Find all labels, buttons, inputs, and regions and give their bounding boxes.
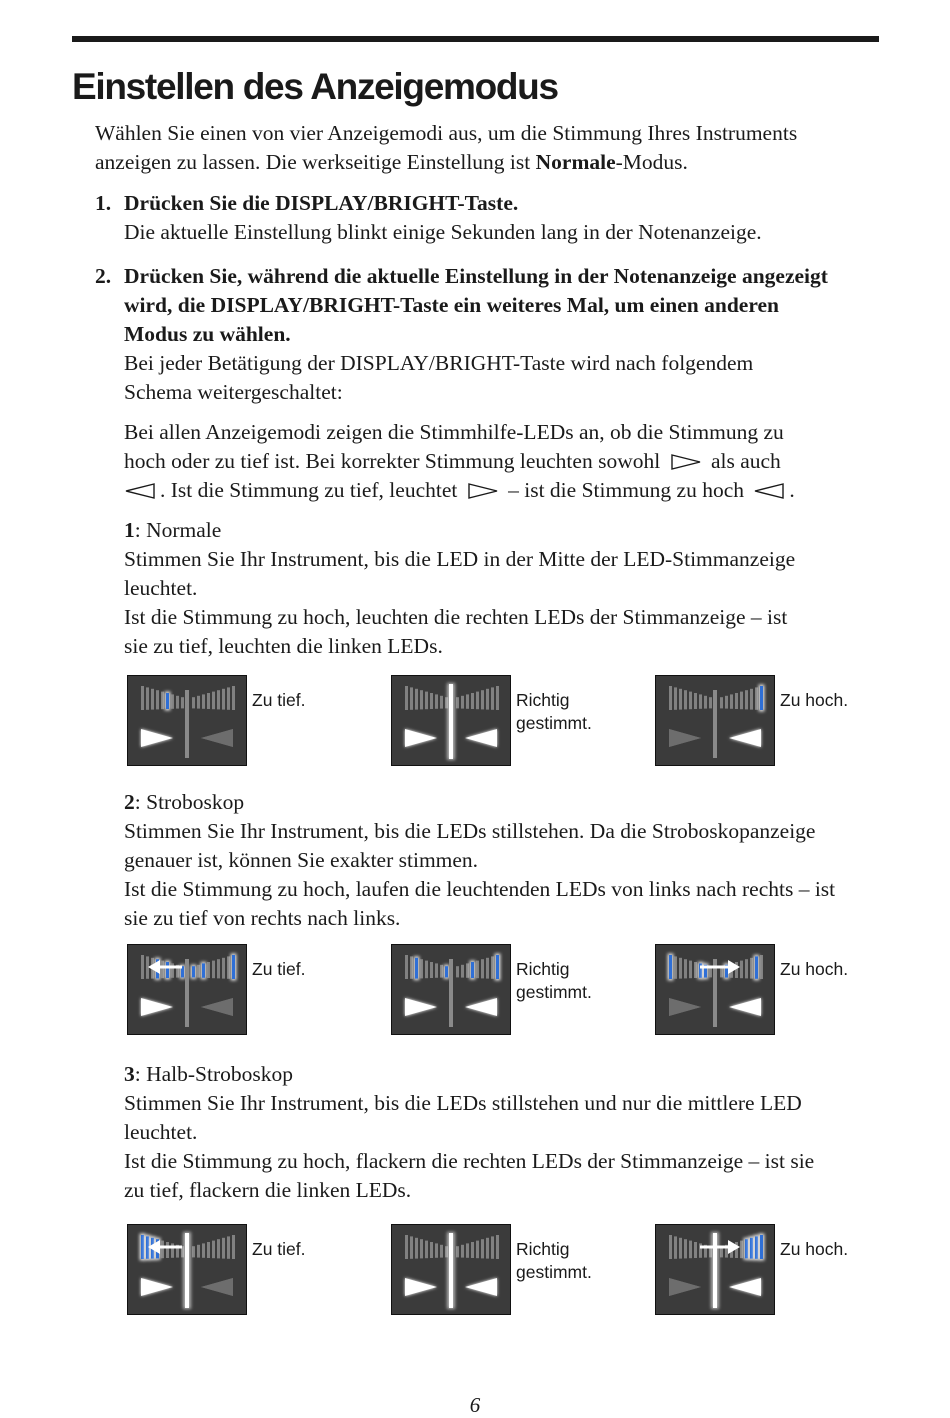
led-left: [684, 1239, 687, 1258]
led-left: [405, 1235, 408, 1259]
center-led: [185, 959, 189, 1027]
tuner-display-strobe-flat: [127, 944, 247, 1035]
led-right: [197, 696, 200, 709]
led-lit-right: [192, 966, 195, 977]
led-left: [410, 1236, 413, 1258]
led-right: [207, 693, 210, 709]
mode-3-line2: leuchtet.: [124, 1120, 198, 1144]
led-right: [212, 692, 215, 710]
tuner-led-graphic: [656, 1225, 774, 1314]
led-left: [679, 1238, 682, 1259]
mode-2-description: 2: Stroboskop Stimmen Sie Ihr Instrument, bis die LEDs stillstehen. Da die Stroboskopanzeige genauer ist, können Sie exakter stimmen. Ist die Stimmung zu hoch, laufen die leuchtenden LEDs von links nach rechts – ist sie zu tief von rechts nach links.: [124, 790, 836, 930]
led-lit-right: [496, 955, 499, 979]
tuner-display-halfstrobe-intune: [391, 1224, 511, 1315]
led-right: [456, 697, 459, 708]
note-line3b: – ist die Stimmung zu hoch: [508, 478, 745, 502]
led-left: [151, 689, 154, 710]
led-right: [486, 958, 489, 979]
led-lit-right: [760, 1235, 763, 1259]
tuner-display-strobe-sharp: [655, 944, 775, 1035]
tuner-display-halfstrobe-sharp: [655, 1224, 775, 1315]
led-left: [181, 697, 184, 708]
mode-1-line3: Ist die Stimmung zu hoch, leuchten die rechten LEDs der Stimmanzeige – ist: [124, 605, 788, 629]
sharp-triangle-indicator: [729, 1278, 761, 1296]
led-left: [156, 690, 159, 709]
led-left: [415, 689, 418, 710]
led-right: [232, 686, 235, 710]
led-right: [227, 956, 230, 978]
led-right: [476, 1241, 479, 1259]
note-line3c: .: [789, 478, 795, 502]
led-left: [415, 1238, 418, 1259]
led-left: [161, 692, 164, 710]
note-line2a: hoch oder zu tief ist. Bei korrekter Stimmung leuchten sowohl: [124, 449, 661, 473]
led-left: [684, 690, 687, 709]
mode-2-line2: genauer ist, können Sie exakter stimmen.: [124, 848, 479, 872]
led-lit-left: [415, 958, 418, 979]
center-led: [185, 690, 189, 758]
led-left: [166, 1242, 169, 1258]
led-right: [466, 694, 469, 708]
intro-default-mode: Normale: [535, 150, 616, 174]
led-right: [227, 1236, 230, 1258]
center-led: [713, 959, 717, 1027]
led-right: [740, 1241, 743, 1259]
center-led: [713, 690, 717, 758]
led-right: [202, 1243, 205, 1257]
led-right: [456, 1246, 459, 1257]
led-lit-right: [202, 963, 205, 977]
flat-triangle-indicator: [669, 998, 701, 1016]
led-left: [694, 1242, 697, 1258]
led-lit-right: [755, 1236, 758, 1258]
led-left: [405, 686, 408, 710]
led-right: [760, 955, 763, 979]
tuner-display-normal-flat: [127, 675, 247, 766]
mode-2-number: 2: [124, 790, 135, 814]
page-number: 6: [469, 1393, 481, 1417]
tuner-led-graphic: [392, 945, 510, 1034]
led-right: [192, 1246, 195, 1257]
flat-triangle-indicator: [405, 998, 437, 1016]
led-left: [425, 961, 428, 979]
led-right: [730, 694, 733, 708]
led-right: [745, 959, 748, 978]
led-left: [430, 693, 433, 709]
sharp-triangle-indicator: [465, 729, 497, 747]
sharp-triangle-indicator: [201, 998, 233, 1016]
led-right: [212, 1241, 215, 1259]
led-right: [750, 689, 753, 710]
intro-line2-post: -Modus.: [615, 150, 688, 174]
led-left: [440, 696, 443, 709]
step-2-instruction-line2: wird, die DISPLAY/BRIGHT-Taste ein weiteres Mal, um einen anderen: [124, 293, 779, 317]
led-lit-left: [669, 955, 672, 979]
step-2-text-line2: Schema weitergeschaltet:: [124, 380, 343, 404]
flat-triangle-indicator: [669, 729, 701, 747]
led-right: [207, 962, 210, 978]
sharp-triangle-indicator: [201, 729, 233, 747]
step-2-text-line1: Bei jeder Betätigung der DISPLAY/BRIGHT-Taste wird nach folgendem: [124, 351, 754, 375]
led-right: [496, 1235, 499, 1259]
right-triangle-icon: [670, 453, 702, 471]
led-left: [689, 961, 692, 979]
center-led: [449, 1233, 453, 1308]
led-lit-left: [166, 693, 169, 709]
led-left: [146, 687, 149, 709]
left-triangle-icon: [124, 482, 156, 500]
tuner-led-graphic: [128, 945, 246, 1034]
tuner-led-graphic: [392, 676, 510, 765]
led-right: [481, 690, 484, 709]
flat-triangle-indicator: [141, 1278, 173, 1296]
led-left: [694, 693, 697, 709]
led-left: [425, 1241, 428, 1259]
led-left: [161, 1241, 164, 1259]
led-left: [141, 955, 144, 979]
tuner-display-normal-sharp: [655, 675, 775, 766]
mode-3-description: 3: Halb-Stroboskop Stimmen Sie Ihr Instrument, bis die LEDs stillstehen und nur die mittlere LED leuchtet. Ist die Stimmung zu hoch, flackern die rechten LEDs der Stimmanzeige – ist sie zu tief, flackern die linken LEDs.: [124, 1062, 815, 1202]
led-lit-left: [166, 962, 169, 978]
arrow-right-icon: [728, 960, 740, 974]
led-left: [161, 961, 164, 979]
led-right: [466, 963, 469, 977]
note-line1: Bei allen Anzeigemodi zeigen die Stimmhilfe-LEDs an, ob die Stimmung zu: [124, 420, 784, 444]
led-left: [171, 694, 174, 708]
led-left: [430, 962, 433, 978]
led-left: [146, 956, 149, 978]
led-right: [456, 966, 459, 977]
led-right: [461, 1245, 464, 1258]
led-right: [207, 1242, 210, 1258]
led-right: [461, 965, 464, 978]
tuner-led-graphic: [128, 1225, 246, 1314]
led-right: [740, 692, 743, 710]
mode-3-line3: Ist die Stimmung zu hoch, flackern die rechten LEDs der Stimmanzeige – ist sie: [124, 1149, 815, 1173]
mode-1-description: 1: Normale Stimmen Sie Ihr Instrument, bis die LED in der Mitte der LED-Stimmanzeige leuchtet. Ist die Stimmung zu hoch, leuchten die rechten LEDs der Stimmanzeige – ist sie zu tief, leuchten die linken LEDs.: [124, 518, 796, 658]
mode-3-line1: Stimmen Sie Ihr Instrument, bis die LEDs stillstehen und nur die mittlere LED: [124, 1091, 802, 1115]
tuner-display-halfstrobe-flat: [127, 1224, 247, 1315]
caption-sharp: Zu hoch.: [780, 1239, 849, 1259]
led-right: [740, 961, 743, 979]
led-left: [674, 956, 677, 978]
led-left: [674, 1236, 677, 1258]
led-right: [471, 1242, 474, 1258]
left-triangle-icon: [753, 482, 785, 500]
led-right: [217, 1239, 220, 1258]
led-right: [227, 687, 230, 709]
step-1: [124, 189, 894, 247]
led-left: [669, 686, 672, 710]
led-lit-right: [232, 955, 235, 979]
led-left: [679, 689, 682, 710]
led-lit-right: [471, 962, 474, 978]
caption-flat: Zu tief.: [252, 959, 306, 979]
sharp-triangle-indicator: [729, 998, 761, 1016]
led-right: [720, 697, 723, 708]
step-1-instruction: Drücken Sie die DISPLAY/BRIGHT-Taste.: [124, 191, 519, 215]
led-left: [440, 1245, 443, 1258]
sharp-triangle-indicator: [465, 998, 497, 1016]
led-right: [486, 1238, 489, 1259]
led-lit-right: [745, 1239, 748, 1258]
led-left: [420, 959, 423, 978]
led-right: [222, 958, 225, 979]
step-1-number: 1.: [95, 191, 112, 215]
led-right: [725, 696, 728, 709]
flat-triangle-indicator: [405, 1278, 437, 1296]
intro-line1: Wählen Sie einen von vier Anzeigemodi aus, um die Stimmung Ihres Instruments: [95, 121, 798, 145]
led-right: [476, 692, 479, 710]
mode-1-number: 1: [124, 518, 135, 542]
led-right: [481, 959, 484, 978]
center-led: [449, 959, 453, 1027]
led-left: [420, 1239, 423, 1258]
step-2: [124, 262, 914, 407]
mode-2-line1: Stimmen Sie Ihr Instrument, bis die LEDs stillstehen. Da die Stroboskopanzeige: [124, 819, 816, 843]
led-left: [405, 955, 408, 979]
caption-in-tune: Richtig gestimmt.: [516, 690, 592, 733]
led-left: [694, 962, 697, 978]
mode-2-line4: sie zu tief von rechts nach links.: [124, 906, 401, 930]
tuner-led-graphic: [128, 676, 246, 765]
led-note: [124, 418, 914, 505]
led-left: [410, 956, 413, 978]
sharp-triangle-indicator: [201, 1278, 233, 1296]
center-led: [449, 684, 453, 759]
led-right: [755, 687, 758, 709]
tuner-led-graphic: [656, 676, 774, 765]
caption-in-tune: Richtig gestimmt.: [516, 1239, 592, 1282]
led-left: [674, 687, 677, 709]
led-right: [486, 689, 489, 710]
caption-flat: Zu tief.: [252, 690, 306, 710]
led-right: [750, 958, 753, 979]
intro-line2-pre: anzeigen zu lassen. Die werkseitige Einstellung ist: [95, 150, 536, 174]
led-right: [217, 690, 220, 709]
mode-2-line3: Ist die Stimmung zu hoch, laufen die leuchtenden LEDs von links nach rechts – ist: [124, 877, 836, 901]
led-right: [192, 697, 195, 708]
mode-1-line1: Stimmen Sie Ihr Instrument, bis die LED in der Mitte der LED-Stimmanzeige: [124, 547, 796, 571]
step-1-text: Die aktuelle Einstellung blinkt einige Sekunden lang in der Notenanzeige.: [124, 220, 762, 244]
led-left: [704, 696, 707, 709]
led-left: [684, 959, 687, 978]
led-left: [709, 697, 712, 708]
led-right: [461, 696, 464, 709]
led-right: [735, 693, 738, 709]
flat-triangle-indicator: [405, 729, 437, 747]
led-right: [197, 965, 200, 978]
led-left: [435, 1243, 438, 1257]
mode-3-number: 3: [124, 1062, 135, 1086]
led-left: [440, 965, 443, 978]
led-left: [699, 694, 702, 708]
led-right: [197, 1245, 200, 1258]
mode-2-name: Stroboskop: [146, 790, 245, 814]
page-title: Einstellen des Anzeigemodus: [72, 66, 558, 107]
led-right: [481, 1239, 484, 1258]
center-led: [713, 1233, 717, 1308]
led-left: [425, 692, 428, 710]
led-lit-left: [141, 1235, 144, 1259]
caption-sharp: Zu hoch.: [780, 690, 849, 710]
flat-triangle-indicator: [141, 998, 173, 1016]
led-right: [491, 687, 494, 709]
led-right: [471, 693, 474, 709]
intro-paragraph: [95, 119, 895, 177]
led-right: [491, 956, 494, 978]
led-right: [745, 690, 748, 709]
step-2-number: 2.: [95, 264, 112, 288]
led-right: [491, 1236, 494, 1258]
center-led: [185, 1233, 189, 1308]
led-left: [669, 1235, 672, 1259]
sharp-triangle-indicator: [729, 729, 761, 747]
tuner-display-strobe-intune: [391, 944, 511, 1035]
led-lit-right: [755, 956, 758, 978]
led-right: [212, 961, 215, 979]
led-left: [176, 696, 179, 709]
led-left: [410, 687, 413, 709]
flat-triangle-indicator: [141, 729, 173, 747]
led-lit-left: [445, 966, 448, 977]
mode-1-name: Normale: [146, 518, 222, 542]
tuner-led-graphic: [392, 1225, 510, 1314]
led-left: [420, 690, 423, 709]
led-right: [222, 689, 225, 710]
led-right: [476, 961, 479, 979]
led-lit-left: [146, 1236, 149, 1258]
led-left: [435, 694, 438, 708]
led-left: [430, 1242, 433, 1258]
led-left: [141, 686, 144, 710]
led-left: [689, 1241, 692, 1259]
led-lit-right: [750, 1238, 753, 1259]
note-line2b: als auch: [710, 449, 781, 473]
mode-3-name: Halb-Stroboskop: [146, 1062, 294, 1086]
top-rule: [72, 36, 879, 42]
arrow-right-icon: [728, 1240, 740, 1254]
led-right: [217, 959, 220, 978]
led-right: [202, 694, 205, 708]
led-right: [496, 686, 499, 710]
right-triangle-icon: [467, 482, 499, 500]
mode-3-line4: zu tief, flackern die linken LEDs.: [124, 1178, 412, 1202]
mode-1-line4: sie zu tief, leuchten die linken LEDs.: [124, 634, 443, 658]
led-left: [689, 692, 692, 710]
tuner-led-graphic: [656, 945, 774, 1034]
mode-1-line2: leuchtet.: [124, 576, 198, 600]
led-left: [679, 958, 682, 979]
led-right: [222, 1238, 225, 1259]
note-line3a: . Ist die Stimmung zu tief, leuchtet: [160, 478, 458, 502]
tuner-display-normal-intune: [391, 675, 511, 766]
led-right: [466, 1243, 469, 1257]
led-left: [435, 963, 438, 977]
step-2-instruction-line3: Modus zu wählen.: [124, 322, 291, 346]
caption-in-tune: Richtig gestimmt.: [516, 959, 592, 1002]
caption-sharp: Zu hoch.: [780, 959, 849, 979]
step-2-instruction-line1: Drücken Sie, während die aktuelle Einstellung in der Notenanzeige angezeigt: [124, 264, 828, 288]
caption-flat: Zu tief.: [252, 1239, 306, 1259]
sharp-triangle-indicator: [465, 1278, 497, 1296]
led-right: [232, 1235, 235, 1259]
led-lit-right: [760, 686, 763, 710]
flat-triangle-indicator: [669, 1278, 701, 1296]
